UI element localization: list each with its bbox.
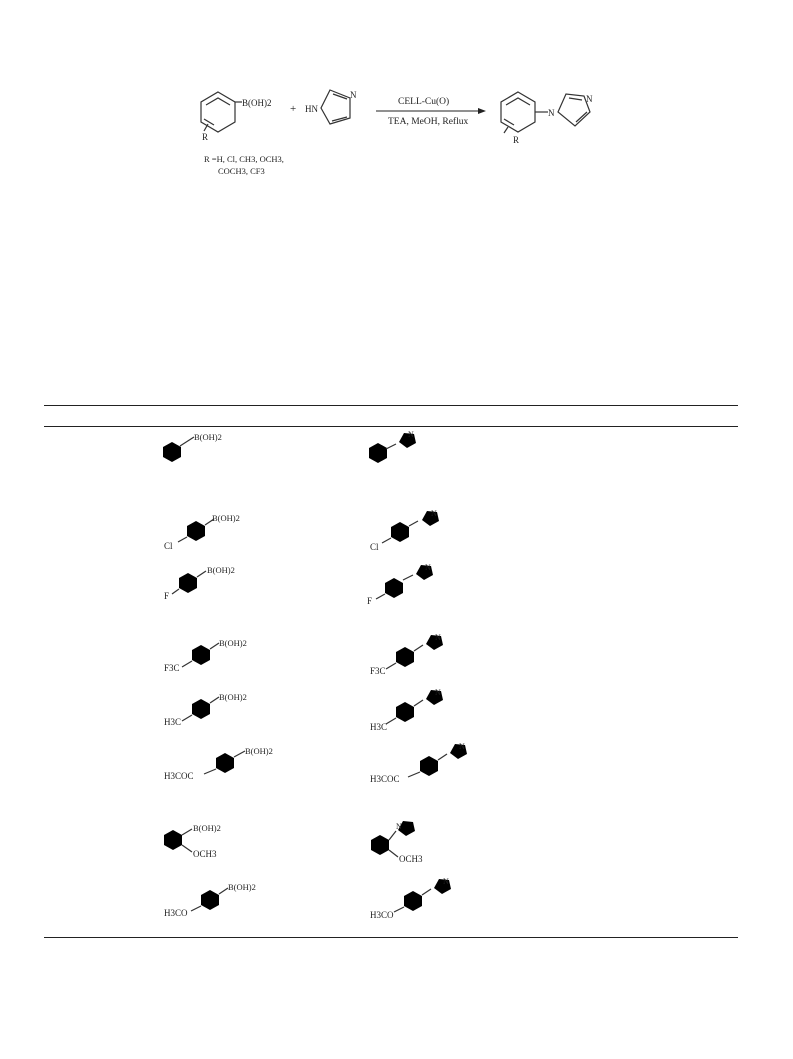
reactant-substituent: F	[164, 591, 170, 601]
r-definition-line2: COCH3, CF3	[218, 166, 265, 176]
reactant-group-label: B(OH)2	[228, 882, 256, 892]
reactant-group-label: B(OH)2	[245, 746, 273, 756]
table-row	[164, 563, 433, 606]
reactant-group-label: B(OH)2	[219, 638, 247, 648]
reactant-substituent: H3C	[164, 717, 182, 727]
reactant-substituent: H3COC	[164, 771, 194, 781]
reactant-structure	[182, 697, 219, 721]
reactant-structure	[204, 751, 245, 774]
reactant-substituent: H3CO	[164, 908, 188, 918]
product-n-label: N	[408, 430, 414, 439]
product-n3-label: N	[586, 94, 593, 104]
product-n-label: N	[425, 563, 431, 572]
reactant-structure	[163, 437, 194, 462]
reactant-group-label: B(OH)2	[193, 823, 221, 833]
product-n-label: N	[435, 688, 441, 697]
reactant-substituent: H3C	[370, 722, 388, 732]
reactant-structure	[172, 571, 206, 594]
reactant-substituent: OCH3	[399, 854, 423, 864]
reactant-substituent: H3COC	[370, 774, 400, 784]
reactant-structure	[178, 519, 214, 542]
product-n-label: N	[459, 742, 465, 751]
product-n1-label: N	[548, 108, 555, 118]
condition-catalyst: CELL-Cu(O)	[398, 97, 450, 107]
reactant-substituent: F3C	[164, 663, 180, 673]
product-n-label: N	[443, 877, 449, 886]
product-structure	[371, 821, 415, 857]
reactant-substituent: OCH3	[193, 849, 217, 859]
reactant-group-label: B(OH)2	[207, 565, 235, 575]
reactant-boronic-group: B(OH)2	[242, 98, 272, 108]
table-row	[164, 821, 423, 864]
imidazole-nh-label: HN	[305, 104, 318, 114]
reactant-group-label: B(OH)2	[212, 513, 240, 523]
reactant-structure	[191, 888, 228, 911]
table-row	[164, 509, 439, 552]
product-n-label: N	[435, 633, 441, 642]
reactant-substituent: H3CO	[370, 910, 394, 920]
product-n-label: N	[431, 509, 437, 518]
reactant-substituent: Cl	[370, 542, 379, 552]
imidazole-n-label: N	[350, 90, 357, 100]
condition-solvent: TEA, MeOH, Reflux	[388, 117, 469, 127]
reactant-group-label: B(OH)2	[194, 432, 222, 442]
reactant-group-label: B(OH)2	[219, 692, 247, 702]
table-row	[163, 430, 416, 463]
plus-sign: +	[290, 103, 297, 115]
table-row	[164, 633, 443, 676]
table-row	[164, 742, 467, 784]
reactant-structure	[164, 829, 192, 852]
reactant-substituent: F3C	[370, 666, 386, 676]
product-r-label: R	[513, 135, 520, 145]
reactant-r-label: R	[202, 132, 209, 142]
reactant-substituent: Cl	[164, 541, 173, 551]
r-definition-line1: R =H, Cl, CH3, OCH3,	[204, 154, 284, 164]
reactant-structure	[182, 643, 219, 667]
table-row	[164, 688, 443, 732]
table-row	[164, 877, 451, 920]
product-n-label: N	[396, 822, 402, 831]
reactant-substituent: F	[367, 596, 373, 606]
